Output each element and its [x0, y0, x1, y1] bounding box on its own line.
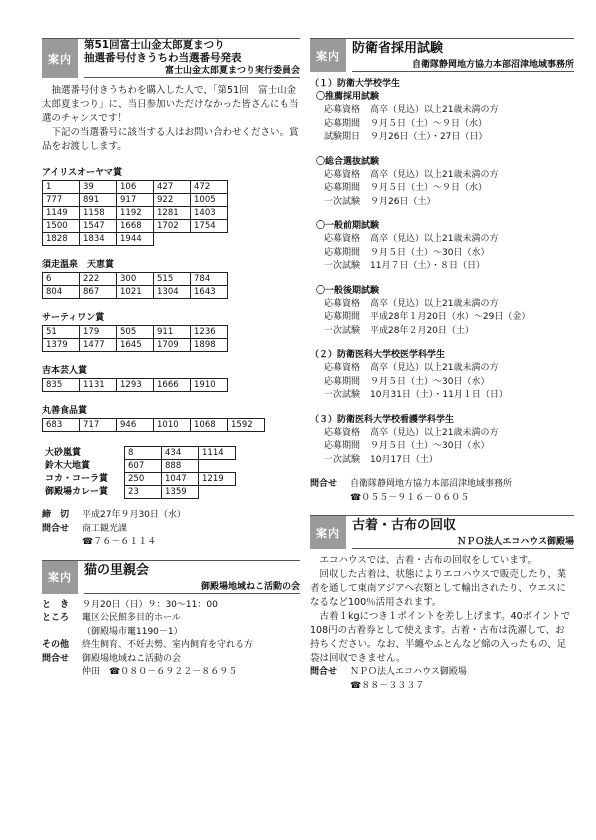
- prize-name: アイリスオーヤマ賞: [42, 168, 123, 178]
- defense-groups: [310, 78, 574, 467]
- exam-detail-label: 応募期間: [324, 118, 361, 129]
- winning-number: 888: [162, 460, 199, 473]
- winning-number: 472: [191, 181, 228, 194]
- exam-detail-label: 応募期間: [324, 183, 361, 193]
- winning-number: 1293: [117, 379, 154, 392]
- exam-detail-label: 一次試験: [324, 390, 361, 400]
- cat-detail-label: その他: [42, 640, 70, 650]
- winning-number: 39: [80, 181, 117, 194]
- prize-number-table: [42, 272, 228, 299]
- winning-number: 891: [80, 194, 117, 207]
- exam-detail-label: 応募資格: [324, 234, 361, 244]
- clothes-header: [310, 515, 574, 549]
- clothes-tel-row: [310, 680, 574, 694]
- winning-number: 427: [154, 181, 191, 194]
- defense-contact-value: 自衛隊静岡地方協力本部沼津地域事務所: [350, 479, 513, 489]
- exam-detail-label: 一次試験: [324, 196, 361, 207]
- winning-number: 222: [80, 273, 117, 286]
- table-row: [43, 419, 265, 432]
- lottery-contact-row: [42, 523, 300, 537]
- winning-number: 1: [43, 181, 80, 194]
- exam-group: [310, 156, 574, 210]
- cat-detail-row: [42, 653, 300, 667]
- clothes-paragraph-1: エコハウスでは、古着・古布の回収をしています。: [310, 555, 537, 566]
- cat-detail-row: [42, 626, 300, 640]
- exam-detail-value: ９月５日（土）～30日（水）: [370, 376, 490, 387]
- exam-detail-value: ９月５日（土）～30日（水）: [370, 441, 490, 451]
- exam-detail-label: 応募資格: [324, 169, 361, 180]
- winning-number: 179: [80, 326, 117, 339]
- exam-detail-value: 高卒（見込）以上21歳未満の方: [370, 105, 499, 115]
- exam-category: （２）防衛医科大学校医学科学生: [310, 350, 446, 360]
- cat-detail-label: [42, 626, 82, 640]
- exam-type: 〇一般前期試験: [316, 221, 380, 231]
- exam-detail-row: [310, 118, 574, 132]
- winning-number: 1192: [117, 207, 154, 220]
- table-row: [43, 273, 228, 286]
- winning-number: 1219: [199, 473, 236, 486]
- exam-detail-value: ９月５日（土）～９日（水）: [370, 118, 488, 129]
- winning-number: 1547: [80, 220, 117, 233]
- exam-category: （１）防衛大学校学生: [310, 79, 401, 89]
- exam-detail-label: 応募期間: [324, 376, 361, 387]
- defense-org: 自衛隊静岡地方協力本部沼津地域事務所: [352, 59, 574, 72]
- winning-number: 250: [125, 473, 162, 486]
- lottery-header: [42, 38, 300, 78]
- table-row: [43, 379, 228, 392]
- right-column: [310, 38, 574, 693]
- lottery-badge: 案内: [42, 39, 78, 78]
- exam-detail-row: [310, 247, 574, 261]
- winning-number: 1592: [228, 419, 265, 432]
- clothes-contact-label: 問合せ: [310, 667, 338, 677]
- cat-detail-value: 仲田 ☎０８０－６９２２－８６９５: [82, 667, 238, 677]
- exam-detail-label: 一次試験: [324, 261, 361, 271]
- cat-detail-label: [42, 666, 82, 680]
- cat-details: [42, 599, 300, 680]
- table-row: [43, 220, 228, 233]
- winning-number: 1005: [191, 194, 228, 207]
- cat-detail-row: [42, 612, 300, 626]
- lottery-title-2: 抽選番号付きうちわ当選番号発表: [84, 52, 242, 64]
- exam-group: [310, 220, 574, 274]
- clothes-paragraph-3: 古着１kgにつき１ポイントを差し上げます。40ポイントで108円の古着券として使えます。古着・古布は洗濯して、お持ちください。なお、半纏やふとんなど綿の入ったもの、足袋は回収できません。: [310, 611, 571, 664]
- clothes-tel: ☎８８－３３３７: [350, 680, 425, 691]
- winning-number: 8: [125, 447, 162, 460]
- winning-number: 1668: [117, 220, 154, 233]
- cat-org: 御殿場地域ねこ活動の会: [84, 581, 300, 594]
- lottery-paragraph-1: 抽選番号付きうちわを購入した人で、「第51回 富士山金太郎夏まつり」に、当日参加いただけなかった皆さんにも当選のチャンスです！: [42, 85, 299, 124]
- exam-detail-row: [310, 325, 574, 339]
- exam-detail-row: [310, 131, 574, 145]
- exam-detail-value: 10月17日（土）: [370, 454, 438, 465]
- exam-detail-row: [310, 196, 574, 210]
- cat-badge: 案内: [42, 561, 78, 594]
- exam-detail-value: ９月26日（土）・27日（日）: [370, 132, 488, 142]
- exam-detail-label: 応募期間: [324, 312, 361, 322]
- winning-number: 1281: [154, 207, 191, 220]
- winning-number: 1754: [191, 220, 228, 233]
- table-row: [43, 326, 228, 339]
- exam-detail-row: [310, 454, 574, 468]
- defense-tel: ☎０５５－９１６－０６０５: [350, 492, 470, 503]
- prize-number-table: [42, 325, 228, 352]
- exam-detail-row: [310, 389, 574, 403]
- winning-number: 777: [43, 194, 80, 207]
- exam-category: （３）防衛医科大学校看護学科学生: [310, 414, 455, 425]
- winning-number: 51: [43, 326, 80, 339]
- table-row: [43, 233, 228, 246]
- winning-number: 6: [43, 273, 80, 286]
- prize-number-table: [42, 180, 228, 246]
- winning-number: 106: [117, 181, 154, 194]
- cat-detail-value: ９月20日（日）９：30～11：00: [82, 599, 218, 610]
- clothes-paragraph-2: 回収した古着は、状態によりエコハウスで販売したり、業者を通して東南アジアへ衣類として輸出されたり、ウエスになるなど100％活用されます。: [310, 569, 567, 608]
- exam-detail-row: [310, 311, 574, 325]
- prize-name: 丸善食品賞: [42, 406, 88, 416]
- prize-name: 大砂嵐賞: [45, 448, 82, 458]
- deadline-row: [42, 509, 300, 523]
- exam-detail-row: [310, 376, 574, 390]
- exam-type: 〇総合選抜試験: [316, 156, 380, 167]
- winning-number: 1359: [162, 486, 199, 499]
- defense-title: 防衛省採用試験: [352, 41, 444, 56]
- exam-detail-label: 試験期日: [324, 132, 361, 142]
- table-row: [42, 473, 236, 486]
- exam-detail-label: 応募資格: [324, 427, 361, 438]
- table-row: [42, 447, 236, 460]
- exam-detail-value: 10月31日（土）・11月１日（日）: [370, 390, 508, 400]
- defense-contact-label: 問合せ: [310, 479, 338, 489]
- exam-detail-value: ９月５日（土）～９日（水）: [370, 183, 488, 193]
- table-row: [43, 207, 228, 220]
- winning-number: 1068: [191, 419, 228, 432]
- exam-group: [310, 285, 574, 339]
- exam-detail-row: [310, 169, 574, 183]
- deadline-value: 平成27年９月30日（水）: [82, 510, 186, 520]
- lottery-tel-row: [42, 536, 300, 550]
- cat-detail-value: 終生飼育、不妊去勢、室内飼育を守れる方: [82, 640, 254, 650]
- cat-detail-row: [42, 639, 300, 653]
- winning-number: 515: [154, 273, 191, 286]
- exam-detail-row: [310, 182, 574, 196]
- exam-group: [310, 78, 574, 145]
- cat-detail-value: 竃区公民館多目的ホール: [82, 613, 181, 623]
- winning-number: 1403: [191, 207, 228, 220]
- clothes-contact-row: [310, 666, 574, 680]
- table-row: [43, 181, 228, 194]
- defense-contact-row: [310, 478, 574, 492]
- cat-detail-label: と き: [42, 599, 70, 610]
- table-row: [42, 486, 236, 499]
- deadline-label: 締 切: [42, 510, 70, 520]
- lottery-paragraph-2: 下記の当選番号に該当する人はお問い合わせください。賞品をお渡しします。: [42, 127, 299, 152]
- exam-detail-row: [310, 440, 574, 454]
- clothes-org: ＮＰＯ法人エコハウス御殿場: [352, 536, 574, 549]
- winning-number: 1944: [117, 233, 154, 246]
- prize-name: 鈴木大地賞: [45, 461, 91, 471]
- cat-detail-label: ところ: [42, 613, 70, 623]
- cat-header: [42, 560, 300, 594]
- exam-detail-row: [310, 104, 574, 118]
- defense-tel-row: [310, 492, 574, 506]
- prize-number-table: [42, 418, 265, 432]
- prize-name: 須走温泉 天恵賞: [42, 260, 115, 270]
- defense-header: [310, 38, 574, 72]
- winning-number: 1131: [80, 379, 117, 392]
- prize-list: [42, 165, 300, 432]
- winning-number: 1500: [43, 220, 80, 233]
- exam-detail-value: 高卒（見込）以上21歳未満の方: [370, 234, 499, 244]
- winning-number: 1149: [43, 207, 80, 220]
- winning-number: 1379: [43, 339, 80, 352]
- exam-detail-label: 応募資格: [324, 105, 361, 115]
- exam-detail-label: 応募資格: [324, 363, 361, 373]
- winning-number: 23: [125, 486, 162, 499]
- exam-detail-row: [310, 427, 574, 441]
- exam-detail-value: 高卒（見込）以上21歳未満の方: [370, 427, 499, 438]
- prize-name: 御殿場カレー賞: [45, 487, 109, 497]
- table-row: [43, 286, 228, 299]
- exam-detail-value: 11月７日（土）・８日（日）: [370, 261, 485, 271]
- winning-number: 1834: [80, 233, 117, 246]
- prize-name: 吉本芸人賞: [42, 366, 88, 376]
- winning-number: 917: [117, 194, 154, 207]
- winning-number: 1477: [80, 339, 117, 352]
- cat-detail-value: （御殿場市竃1190－1）: [82, 626, 183, 637]
- exam-detail-value: ９月５日（土）～30日（水）: [370, 247, 490, 258]
- winning-number: 1158: [80, 207, 117, 220]
- exam-detail-value: 平成28年１月20日（水）～29日（金）: [370, 312, 531, 322]
- lottery-tel: ☎７６－６１１４: [82, 537, 157, 547]
- exam-detail-row: [310, 233, 574, 247]
- exam-detail-value: 高卒（見込）以上21歳未満の方: [370, 169, 499, 180]
- cat-detail-value: 御殿場地域ねこ活動の会: [82, 653, 182, 664]
- exam-detail-row: [310, 362, 574, 376]
- winning-number: 1898: [191, 339, 228, 352]
- exam-detail-value: 高卒（見込）以上21歳未満の方: [370, 363, 499, 373]
- winning-number: 1304: [154, 286, 191, 299]
- winning-number: 804: [43, 286, 80, 299]
- lottery-contact-value: 商工観光課: [82, 523, 128, 534]
- winning-number: 1709: [154, 339, 191, 352]
- cat-detail-label: 問合せ: [42, 653, 70, 664]
- lottery-title-1: 第51回富士山金太郎夏まつり: [84, 39, 225, 51]
- winning-number: 1645: [117, 339, 154, 352]
- exam-detail-value: ９月26日（土）: [370, 196, 436, 207]
- winning-number: 1828: [43, 233, 80, 246]
- exam-group: [310, 349, 574, 403]
- prize-number-table: [42, 378, 228, 392]
- exam-detail-value: 高卒（見込）以上21歳未満の方: [370, 298, 499, 309]
- winning-number: 1702: [154, 220, 191, 233]
- winning-number: 1643: [191, 286, 228, 299]
- winning-number: 717: [80, 419, 117, 432]
- left-column: [42, 38, 300, 680]
- winning-number: 1047: [162, 473, 199, 486]
- lottery-org: 富士山金太郎夏まつり実行委員会: [84, 65, 300, 78]
- exam-detail-row: [310, 298, 574, 312]
- prize-name: コカ・コーラ賞: [45, 474, 109, 484]
- cat-title: 猫の里親会: [84, 562, 150, 578]
- exam-type: 〇一般後期試験: [316, 285, 380, 296]
- winning-number: 1236: [191, 326, 228, 339]
- winning-number: 1021: [117, 286, 154, 299]
- exam-detail-value: 平成28年２月20日（土）: [370, 325, 474, 336]
- clothes-title: 古着・古布の回収: [352, 518, 457, 533]
- winning-number: 607: [125, 460, 162, 473]
- exam-group: [310, 414, 574, 468]
- winning-number: 867: [80, 286, 117, 299]
- winning-number: 922: [154, 194, 191, 207]
- winning-number: 1910: [191, 379, 228, 392]
- clothes-badge: 案内: [310, 516, 346, 549]
- exam-detail-label: 一次試験: [324, 454, 361, 465]
- table-row: [43, 339, 228, 352]
- winning-number: 683: [43, 419, 80, 432]
- defense-badge: 案内: [310, 39, 346, 72]
- prize-name: サーティワン賞: [42, 313, 105, 323]
- exam-type: 〇推薦採用試験: [316, 92, 380, 102]
- winning-number: 1010: [154, 419, 191, 432]
- cat-detail-row: [42, 599, 300, 613]
- winning-number: 505: [117, 326, 154, 339]
- exam-detail-row: [310, 260, 574, 274]
- lottery-contact-label: 問合せ: [42, 523, 70, 534]
- winning-number: 784: [191, 273, 228, 286]
- exam-detail-label: 応募期間: [324, 247, 361, 258]
- table-row: [42, 460, 236, 473]
- winning-number: 1114: [199, 447, 236, 460]
- winning-number: 946: [117, 419, 154, 432]
- clothes-contact-value: ＮＰＯ法人エコハウス御殿場: [350, 667, 467, 677]
- small-prize-table: [42, 446, 236, 499]
- exam-detail-label: 応募期間: [324, 441, 361, 451]
- winning-number: 1666: [154, 379, 191, 392]
- winning-number: 434: [162, 447, 199, 460]
- winning-number: 911: [154, 326, 191, 339]
- exam-detail-label: 一次試験: [324, 325, 361, 336]
- winning-number: 300: [117, 273, 154, 286]
- table-row: [43, 194, 228, 207]
- cat-detail-row: [42, 666, 300, 680]
- exam-detail-label: 応募資格: [324, 298, 361, 309]
- winning-number: 835: [43, 379, 80, 392]
